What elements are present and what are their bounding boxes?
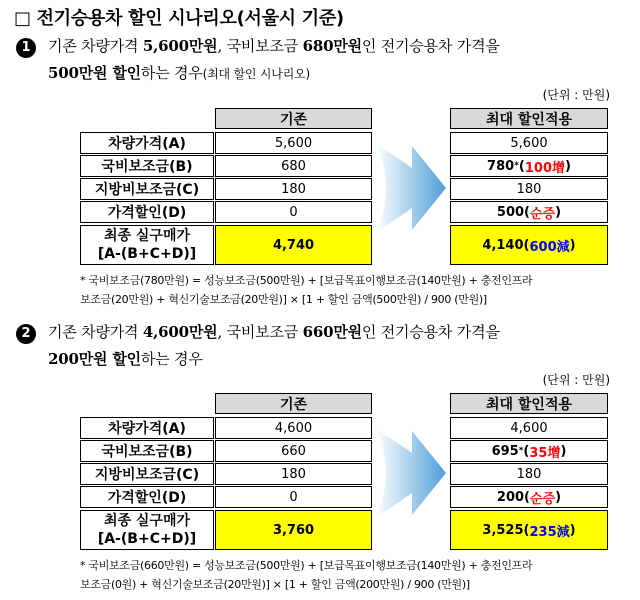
row-after (450, 201, 608, 223)
paren: ) (569, 237, 576, 253)
scenario-1-bullet: 1 (16, 38, 36, 58)
paren: ( (518, 158, 525, 174)
document-title: □ 전기승용차 할인 시나리오(서울시 기준) (14, 8, 344, 29)
row-after: 180 (450, 463, 608, 485)
value: 500 (496, 204, 525, 220)
decrease-badge: 235減 (529, 524, 570, 540)
footnote-line: 보조금(20만원) + 혁신기술보조금(20만원)] × [1 + 할인 금액(500만원) / 900 (만원)] (80, 293, 487, 306)
desc-subsidy: 680만원 (302, 37, 362, 55)
paren: ( (523, 443, 530, 459)
scenario-2-description (48, 319, 632, 373)
row-label: 가격할인(D) (80, 486, 214, 508)
unit-label: (단위 : 만원) (542, 88, 610, 102)
value: 200 (496, 489, 525, 505)
desc-text: 기존 차량가격 (48, 323, 143, 341)
final-label (80, 225, 214, 265)
footnote-line: 보조금(0원) + 혁신기술보조금(20만원)] × [1 + 할인 금액(200만원) / 900 (만원)] (80, 578, 470, 591)
row-after: 5,600 (450, 132, 608, 154)
value: 780 (487, 158, 515, 174)
desc-price: 5,600만원 (142, 37, 218, 55)
row-label: 지방비보조금(C) (80, 178, 214, 200)
increase-badge: 35增 (529, 445, 561, 461)
desc-price: 4,600만원 (142, 323, 218, 341)
row-before: 660 (215, 440, 372, 462)
final-after (450, 510, 608, 550)
footnote (80, 556, 628, 594)
final-label-line: 최종 실구매가 (103, 513, 191, 529)
asterisk: * (514, 161, 519, 171)
row-before: 680 (215, 155, 372, 177)
arrow-right-icon (374, 140, 448, 236)
row-label: 국비보조금(B) (80, 155, 214, 177)
paren: ) (555, 204, 562, 220)
paren: ( (524, 489, 530, 505)
decrease-badge: 600減 (529, 239, 570, 255)
scenario-1-description (48, 33, 632, 88)
paren: ( (524, 204, 530, 220)
desc-subsidy: 660만원 (302, 323, 362, 341)
increase-badge: 순증 (530, 206, 556, 222)
header-before: 기존 (215, 393, 372, 414)
row-before: 0 (215, 486, 372, 508)
desc-text: , 국비보조금 (217, 323, 303, 341)
paren: ) (569, 522, 576, 538)
row-after: 4,600 (450, 417, 608, 439)
paren: ( (523, 522, 530, 538)
increase-badge: 순증 (530, 491, 556, 507)
row-after (450, 486, 608, 508)
desc-text: 기존 차량가격 (48, 37, 143, 55)
header-before: 기존 (215, 108, 372, 129)
increase-badge: 100增 (524, 160, 565, 176)
value: 695 (491, 443, 519, 459)
asterisk: * (518, 446, 524, 456)
row-label: 가격할인(D) (80, 201, 214, 223)
paren: ) (555, 489, 562, 505)
row-before: 0 (215, 201, 372, 223)
row-after: 180 (450, 178, 608, 200)
desc-note: (최대 할인 시나리오) (202, 67, 310, 81)
paren: ) (560, 443, 567, 459)
row-after (450, 155, 608, 177)
unit-label: (단위 : 만원) (542, 373, 610, 387)
header-after: 최대 할인적용 (450, 393, 608, 414)
final-label-line: 최종 실구매가 (103, 228, 191, 244)
footnote (80, 271, 628, 309)
final-before: 3,760 (215, 510, 372, 550)
row-label: 차량가격(A) (80, 132, 214, 154)
value: 4,140 (482, 237, 524, 253)
row-label: 차량가격(A) (80, 417, 214, 439)
desc-text: 하는 경우 (140, 350, 203, 368)
footnote-line: * 국비보조금(660만원) = 성능보조금(500만원) + [보급목표이행보조금(140만원) + 충전인프라 (80, 559, 533, 572)
row-before: 180 (215, 463, 372, 485)
header-after: 최대 할인적용 (450, 108, 608, 129)
final-after (450, 225, 608, 265)
row-before: 5,600 (215, 132, 372, 154)
scenario-2-bullet: 2 (16, 324, 36, 344)
arrow-right-icon (374, 425, 448, 521)
value: 3,525 (482, 522, 524, 538)
final-label-formula: [A-(B+C+D)] (97, 531, 197, 547)
row-label: 지방비보조금(C) (80, 463, 214, 485)
desc-text: 인 전기승용차 가격을 (361, 323, 500, 341)
desc-text: 하는 경우 (140, 64, 203, 82)
row-after (450, 440, 608, 462)
paren: ) (565, 158, 571, 174)
desc-discount: 500만원 할인 (48, 64, 141, 82)
row-before: 180 (215, 178, 372, 200)
final-label-formula: [A-(B+C+D)] (97, 246, 197, 262)
row-before: 4,600 (215, 417, 372, 439)
final-label (80, 510, 214, 550)
row-label: 국비보조금(B) (80, 440, 214, 462)
footnote-line: * 국비보조금(780만원) = 성능보조금(500만원) + [보급목표이행보조금(140만원) + 충전인프라 (80, 274, 533, 287)
desc-discount: 200만원 할인 (48, 350, 141, 368)
desc-text: 인 전기승용차 가격을 (361, 37, 500, 55)
desc-text: , 국비보조금 (217, 37, 303, 55)
final-before: 4,740 (215, 225, 372, 265)
paren: ( (523, 237, 530, 253)
